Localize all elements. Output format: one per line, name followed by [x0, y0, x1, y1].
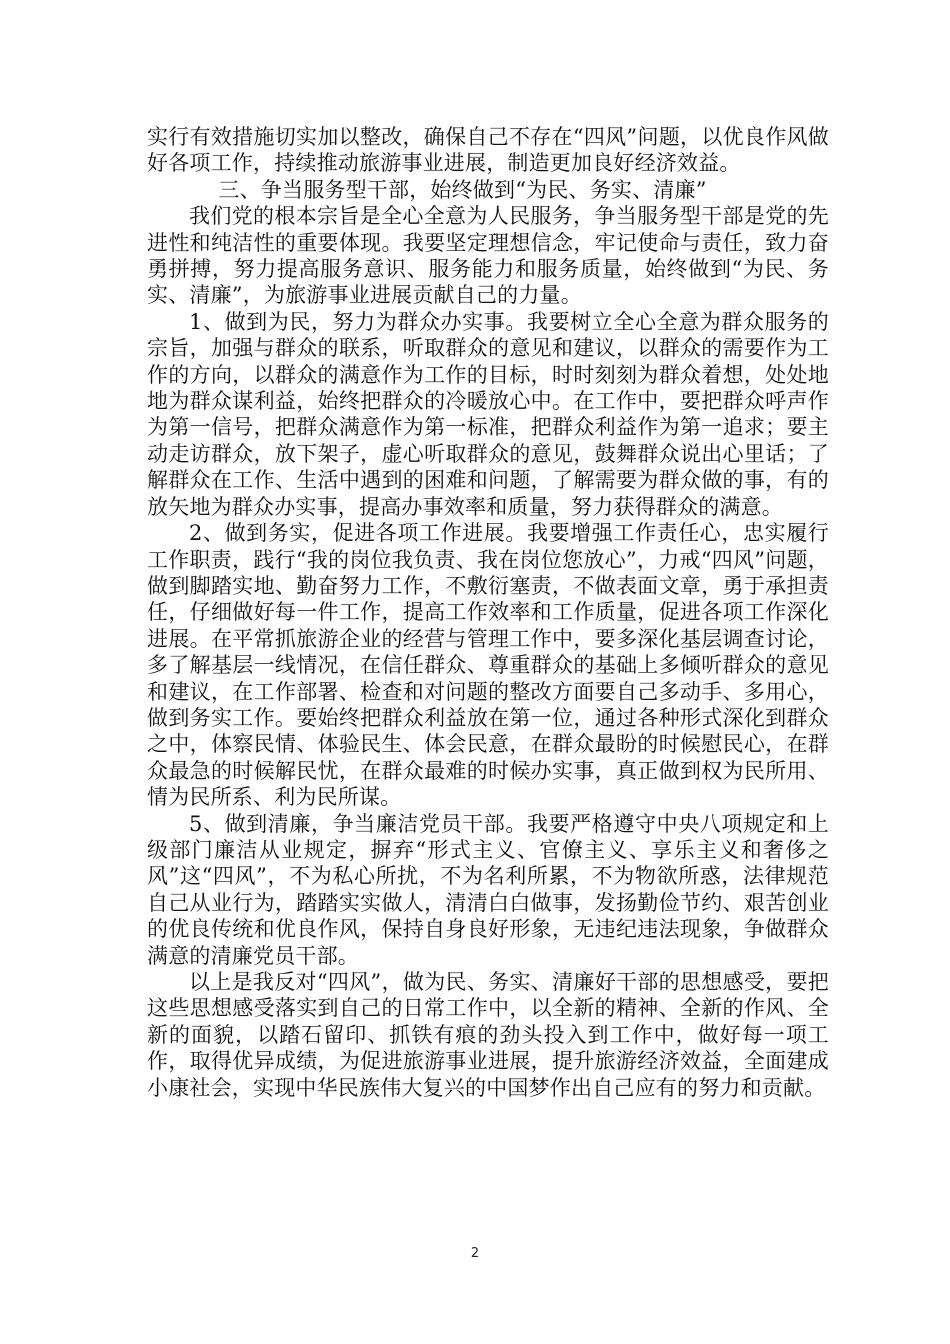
page-number: 2 — [470, 1246, 480, 1261]
section-heading: 三、争当服务型干部，始终做到“为民、务实、清廉” — [218, 177, 707, 202]
paragraph-conclusion: 以上是我反对“四风”，做为民、务实、清廉好干部的思想感受，要把这些思想感受落实到自己的日常工作中，以全新的精神、全新的作风、全新的面貌，以踏石留印、抓铁有痕的劲头投入到工作中，做好每一项工作，取得优异成绩，为促进旅游事业进展，提升旅游经济效益，全面建成小康社会，实现中华民族伟大复兴的中国梦作出自己应有的努力和贡献。 — [147, 970, 829, 1100]
paragraph-continuation: 实行有效措施切实加以整改，确保自己不存在“四风”问题，以优良作风做好各项工作，持续推动旅游事业进展，制造更加良好经济效益。 — [147, 125, 829, 176]
paragraph-point-1: 1、做到为民，努力为群众办实事。我要树立全心全意为群众服务的宗旨，加强与群众的联系，听取群众的意见和建议，以群众的需要作为工作的方向，以群众的满意作为工作的目标，时时刻刻为群众着想，处处地地为群众谋利益，始终把群众的冷暖放心中。在工作中，要把群众呼声作为第一信号，把群众满意作为第一标准，把群众利益作为第一追求；要主动走访群众，放下架子，虚心听取群众的意见，鼓舞群众说出心里话；了解群众在工作、生活中遇到的困难和问题，了解需要为群众做的事，有的放矢地为群众办实事，提高办事效率和质量，努力获得群众的满意。 — [147, 309, 829, 519]
paragraph-point-5: 5、做到清廉，争当廉洁党员干部。我要严格遵守中央八项规定和上级部门廉洁从业规定，摒弃“形式主义、官僚主义、享乐主义和奢侈之风”这“四风”，不为私心所扰，不为名利所累，不为物欲所惑，法律规范自己从业行为，踏踏实实做人，清清白白做事，发扬勤俭节约、艰苦创业的优良传统和优良作风，保持自身良好形象，无违纪违法现象，争做群众满意的清廉党员干部。 — [147, 811, 829, 968]
paragraph-intro: 我们党的根本宗旨是全心全意为人民服务，争当服务型干部是党的先进性和纯洁性的重要体现。我要坚定理想信念，牢记使命与责任，致力奋勇拼搏，努力提高服务意识、服务能力和服务质量，始终做到“为民、务实、清廉”，为旅游事业进展贡献自己的力量。 — [147, 204, 829, 308]
document-body — [147, 124, 829, 1101]
paragraph-point-2: 2、做到务实，促进各项工作进展。我要增强工作责任心，忠实履行工作职责，践行“我的岗位我负责、我在岗位您放心”，力戒“四风”问题，做到脚踏实地、勤奋努力工作，不敷衍塞责，不做表面文章，勇于承担责任，仔细做好每一件工作，提高工作效率和工作质量，促进各项工作深化进展。在平常抓旅游企业的经营与管理工作中，要多深化基层调查讨论，多了解基层一线情况，在信任群众、尊重群众的基础上多倾听群众的意见和建议，在工作部署、检查和对问题的整改方面要自己多动手、多用心，做到务实工作。要始终把群众利益放在第一位，通过各种形式深化到群众之中，体察民情、体验民生、体会民意，在群众最盼的时候慰民心，在群众最急的时候解民忧，在群众最难的时候办实事，真正做到权为民所用、情为民所系、利为民所谋。 — [147, 521, 829, 810]
